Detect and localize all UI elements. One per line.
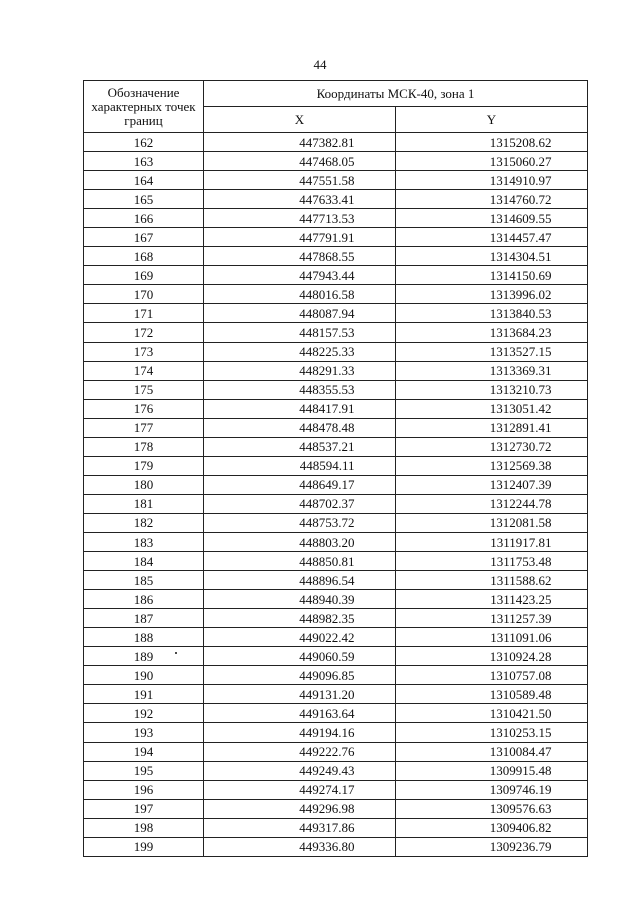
y-coordinate-cell: [396, 190, 588, 209]
x-coordinate-value: 448537.21: [299, 439, 355, 455]
y-coordinate-cell: [396, 304, 588, 323]
y-coordinate-cell: [396, 380, 588, 399]
x-coordinate-cell: [204, 456, 396, 475]
y-coordinate-value: 1313840.53: [489, 305, 552, 321]
table-row: [84, 780, 588, 799]
y-coordinate-value: 1314457.47: [489, 229, 552, 245]
x-coordinate-value: 448649.17: [299, 477, 355, 493]
y-coordinate-cell: [396, 247, 588, 266]
point-id-cell: 192: [84, 704, 204, 723]
x-coordinate-cell: [204, 799, 396, 818]
y-coordinate-value: 1310589.48: [489, 686, 552, 702]
table-row: [84, 418, 588, 437]
y-coordinate-value: 1315208.62: [489, 134, 552, 150]
y-coordinate-cell: [396, 494, 588, 513]
x-coordinate-value: 447633.41: [299, 191, 355, 207]
x-coordinate-cell: [204, 552, 396, 571]
x-coordinate-value: 449096.85: [299, 667, 355, 683]
point-id-cell: 167: [84, 228, 204, 247]
table-row: [84, 799, 588, 818]
table-row: [84, 361, 588, 380]
y-coordinate-cell: [396, 342, 588, 361]
y-coordinate-value: 1310084.47: [489, 744, 552, 760]
point-id-cell: 184: [84, 552, 204, 571]
point-id-cell: 194: [84, 742, 204, 761]
point-id-cell: 183: [84, 532, 204, 551]
y-coordinate-cell: [396, 837, 588, 856]
table-row: [84, 437, 588, 456]
x-coordinate-cell: [204, 323, 396, 342]
x-coordinate-value: 449249.43: [299, 763, 355, 779]
point-id-cell: 198: [84, 818, 204, 837]
table-row: [84, 456, 588, 475]
x-coordinate-cell: [204, 285, 396, 304]
x-coordinate-cell: [204, 818, 396, 837]
point-id-cell: 190: [84, 666, 204, 685]
x-coordinate-value: 447551.58: [299, 172, 355, 188]
x-coordinate-cell: [204, 513, 396, 532]
y-coordinate-value: 1312569.38: [489, 458, 552, 474]
x-coordinate-value: 449336.80: [299, 839, 355, 855]
point-id-cell: 170: [84, 285, 204, 304]
x-coordinate-value: 448753.72: [299, 515, 355, 531]
x-coordinate-cell: [204, 647, 396, 666]
point-id-cell: 177: [84, 418, 204, 437]
x-coordinate-value: 449022.42: [299, 629, 355, 645]
point-id-cell: 174: [84, 361, 204, 380]
x-coordinate-cell: [204, 437, 396, 456]
y-coordinate-value: 1314760.72: [489, 191, 552, 207]
table-row: [84, 266, 588, 285]
x-coordinate-cell: [204, 723, 396, 742]
x-coordinate-cell: [204, 780, 396, 799]
x-coordinate-value: 449163.64: [299, 705, 355, 721]
x-coordinate-value: 448982.35: [299, 610, 355, 626]
table-row: [84, 171, 588, 190]
table-row: [84, 723, 588, 742]
y-coordinate-value: 1309406.82: [489, 820, 552, 836]
y-coordinate-value: 1310757.08: [489, 667, 552, 683]
y-coordinate-cell: [396, 571, 588, 590]
y-coordinate-value: 1313210.73: [489, 382, 552, 398]
point-id-cell: 169: [84, 266, 204, 285]
point-id-cell: 193: [84, 723, 204, 742]
x-coordinate-cell: [204, 380, 396, 399]
x-coordinate-cell: [204, 361, 396, 380]
coordinates-table: [83, 80, 588, 857]
y-coordinate-cell: [396, 742, 588, 761]
x-coordinate-cell: [204, 399, 396, 418]
x-coordinate-value: 448225.33: [299, 344, 355, 360]
x-coordinate-value: 449296.98: [299, 801, 355, 817]
point-id-cell: 165: [84, 190, 204, 209]
y-coordinate-cell: [396, 285, 588, 304]
point-id-cell: 164: [84, 171, 204, 190]
x-coordinate-cell: [204, 837, 396, 856]
x-coordinate-value: 449222.76: [299, 744, 355, 760]
table-row: [84, 285, 588, 304]
x-coordinate-value: 448355.53: [299, 382, 355, 398]
point-id-cell: 187: [84, 609, 204, 628]
y-coordinate-value: 1312730.72: [489, 439, 552, 455]
y-coordinate-value: 1310253.15: [489, 724, 552, 740]
y-coordinate-cell: [396, 590, 588, 609]
y-coordinate-value: 1309576.63: [489, 801, 552, 817]
x-coordinate-value: 447943.44: [299, 267, 355, 283]
table-row: [84, 590, 588, 609]
y-coordinate-value: 1309746.19: [489, 782, 552, 798]
y-coordinate-value: 1311257.39: [490, 610, 552, 626]
y-coordinate-value: 1311423.25: [490, 591, 552, 607]
x-coordinate-value: 449131.20: [299, 686, 355, 702]
y-coordinate-cell: [396, 723, 588, 742]
header-x: X: [204, 107, 396, 133]
scan-speck: [175, 652, 177, 654]
x-coordinate-cell: [204, 266, 396, 285]
table-row: [84, 647, 588, 666]
table-row: [84, 532, 588, 551]
x-coordinate-cell: [204, 761, 396, 780]
point-id-cell: 162: [84, 133, 204, 152]
x-coordinate-cell: [204, 666, 396, 685]
x-coordinate-value: 448594.11: [299, 458, 355, 474]
x-coordinate-cell: [204, 418, 396, 437]
table-row: [84, 552, 588, 571]
x-coordinate-cell: [204, 685, 396, 704]
table-row: [84, 380, 588, 399]
table-row: [84, 571, 588, 590]
point-id-cell: 189: [84, 647, 204, 666]
table-row: [84, 399, 588, 418]
y-coordinate-value: 1314304.51: [489, 248, 552, 264]
x-coordinate-cell: [204, 171, 396, 190]
table-header: [84, 81, 588, 133]
header-y: Y: [396, 107, 588, 133]
y-coordinate-value: 1309915.48: [489, 763, 552, 779]
point-id-cell: 195: [84, 761, 204, 780]
header-designation: Обозначение характерных точек границ: [84, 81, 204, 133]
page-number: 44: [313, 57, 327, 72]
x-coordinate-value: 449194.16: [299, 724, 355, 740]
x-coordinate-cell: [204, 190, 396, 209]
y-coordinate-cell: [396, 418, 588, 437]
point-id-cell: 196: [84, 780, 204, 799]
point-id-cell: 172: [84, 323, 204, 342]
y-coordinate-cell: [396, 799, 588, 818]
y-coordinate-value: 1312407.39: [489, 477, 552, 493]
x-coordinate-value: 448291.33: [299, 363, 355, 379]
y-coordinate-cell: [396, 266, 588, 285]
point-id-cell: 176: [84, 399, 204, 418]
point-id-cell: 182: [84, 513, 204, 532]
table-row: [84, 304, 588, 323]
x-coordinate-cell: [204, 590, 396, 609]
y-coordinate-value: 1310924.28: [489, 648, 552, 664]
x-coordinate-value: 447713.53: [299, 210, 355, 226]
y-coordinate-value: 1312891.41: [489, 420, 552, 436]
y-coordinate-value: 1310421.50: [489, 705, 552, 721]
y-coordinate-cell: [396, 761, 588, 780]
y-coordinate-value: 1313996.02: [489, 286, 552, 302]
y-coordinate-cell: [396, 647, 588, 666]
x-coordinate-value: 447791.91: [299, 229, 355, 245]
y-coordinate-cell: [396, 228, 588, 247]
x-coordinate-cell: [204, 571, 396, 590]
y-coordinate-cell: [396, 171, 588, 190]
table-row: [84, 742, 588, 761]
table-row: [84, 190, 588, 209]
y-coordinate-cell: [396, 552, 588, 571]
table-row: [84, 342, 588, 361]
y-coordinate-value: 1314910.97: [489, 172, 552, 188]
y-coordinate-value: 1313051.42: [489, 401, 552, 417]
point-id-cell: 188: [84, 628, 204, 647]
y-coordinate-cell: [396, 475, 588, 494]
x-coordinate-value: 447382.81: [299, 134, 355, 150]
x-coordinate-cell: [204, 609, 396, 628]
table-row: [84, 475, 588, 494]
x-coordinate-cell: [204, 342, 396, 361]
y-coordinate-value: 1311091.06: [490, 629, 552, 645]
x-coordinate-value: 448940.39: [299, 591, 355, 607]
point-id-cell: 175: [84, 380, 204, 399]
y-coordinate-cell: [396, 152, 588, 171]
x-coordinate-cell: [204, 494, 396, 513]
table-row: [84, 761, 588, 780]
point-id-cell: 185: [84, 571, 204, 590]
x-coordinate-value: 448702.37: [299, 496, 355, 512]
point-id-cell: 181: [84, 494, 204, 513]
table-row: [84, 152, 588, 171]
x-coordinate-value: 448087.94: [299, 305, 355, 321]
point-id-cell: 199: [84, 837, 204, 856]
y-coordinate-value: 1309236.79: [489, 839, 552, 855]
y-coordinate-value: 1311917.81: [490, 534, 552, 550]
table-row: [84, 704, 588, 723]
point-id-cell: 191: [84, 685, 204, 704]
y-coordinate-cell: [396, 609, 588, 628]
y-coordinate-cell: [396, 399, 588, 418]
table-row: [84, 133, 588, 152]
header-coordinate-system: Координаты МСК-40, зона 1: [204, 81, 588, 107]
table-row: [84, 247, 588, 266]
x-coordinate-value: 449060.59: [299, 648, 355, 664]
y-coordinate-value: 1314609.55: [489, 210, 552, 226]
point-id-cell: 171: [84, 304, 204, 323]
point-id-cell: 186: [84, 590, 204, 609]
point-id-cell: 168: [84, 247, 204, 266]
x-coordinate-cell: [204, 304, 396, 323]
y-coordinate-cell: [396, 209, 588, 228]
y-coordinate-cell: [396, 685, 588, 704]
x-coordinate-value: 448803.20: [299, 534, 355, 550]
table-row: [84, 209, 588, 228]
y-coordinate-value: 1313369.31: [489, 363, 552, 379]
y-coordinate-value: 1311588.62: [490, 572, 552, 588]
x-coordinate-value: 449274.17: [299, 782, 355, 798]
x-coordinate-value: 448850.81: [299, 553, 355, 569]
point-id-cell: 180: [84, 475, 204, 494]
point-id-cell: 173: [84, 342, 204, 361]
x-coordinate-cell: [204, 209, 396, 228]
x-coordinate-cell: [204, 152, 396, 171]
table-row: [84, 837, 588, 856]
table-row: [84, 685, 588, 704]
table-row: [84, 513, 588, 532]
y-coordinate-cell: [396, 628, 588, 647]
x-coordinate-cell: [204, 133, 396, 152]
x-coordinate-cell: [204, 532, 396, 551]
table-row: [84, 609, 588, 628]
table-row: [84, 323, 588, 342]
point-id-cell: 163: [84, 152, 204, 171]
y-coordinate-value: 1313684.23: [489, 324, 552, 340]
x-coordinate-value: 449317.86: [299, 820, 355, 836]
x-coordinate-cell: [204, 247, 396, 266]
y-coordinate-value: 1311753.48: [490, 553, 552, 569]
y-coordinate-value: 1313527.15: [489, 344, 552, 360]
y-coordinate-cell: [396, 133, 588, 152]
x-coordinate-cell: [204, 228, 396, 247]
x-coordinate-value: 448478.48: [299, 420, 355, 436]
y-coordinate-value: 1312081.58: [489, 515, 552, 531]
x-coordinate-value: 448896.54: [299, 572, 355, 588]
x-coordinate-cell: [204, 742, 396, 761]
y-coordinate-value: 1314150.69: [489, 267, 552, 283]
x-coordinate-value: 448016.58: [299, 286, 355, 302]
x-coordinate-cell: [204, 628, 396, 647]
point-id-cell: 178: [84, 437, 204, 456]
x-coordinate-value: 448417.91: [299, 401, 355, 417]
x-coordinate-cell: [204, 704, 396, 723]
y-coordinate-cell: [396, 323, 588, 342]
point-id-cell: 179: [84, 456, 204, 475]
y-coordinate-cell: [396, 513, 588, 532]
x-coordinate-value: 447468.05: [299, 153, 355, 169]
x-coordinate-value: 447868.55: [299, 248, 355, 264]
table-row: [84, 628, 588, 647]
y-coordinate-value: 1315060.27: [489, 153, 552, 169]
y-coordinate-cell: [396, 361, 588, 380]
point-id-cell: 166: [84, 209, 204, 228]
y-coordinate-cell: [396, 532, 588, 551]
y-coordinate-cell: [396, 704, 588, 723]
y-coordinate-cell: [396, 780, 588, 799]
table-row: [84, 228, 588, 247]
y-coordinate-cell: [396, 437, 588, 456]
x-coordinate-value: 448157.53: [299, 324, 355, 340]
table-row: [84, 494, 588, 513]
x-coordinate-cell: [204, 475, 396, 494]
table-row: [84, 818, 588, 837]
table-row: [84, 666, 588, 685]
table-body: [84, 133, 588, 857]
y-coordinate-value: 1312244.78: [489, 496, 552, 512]
y-coordinate-cell: [396, 456, 588, 475]
y-coordinate-cell: [396, 666, 588, 685]
y-coordinate-cell: [396, 818, 588, 837]
point-id-cell: 197: [84, 799, 204, 818]
